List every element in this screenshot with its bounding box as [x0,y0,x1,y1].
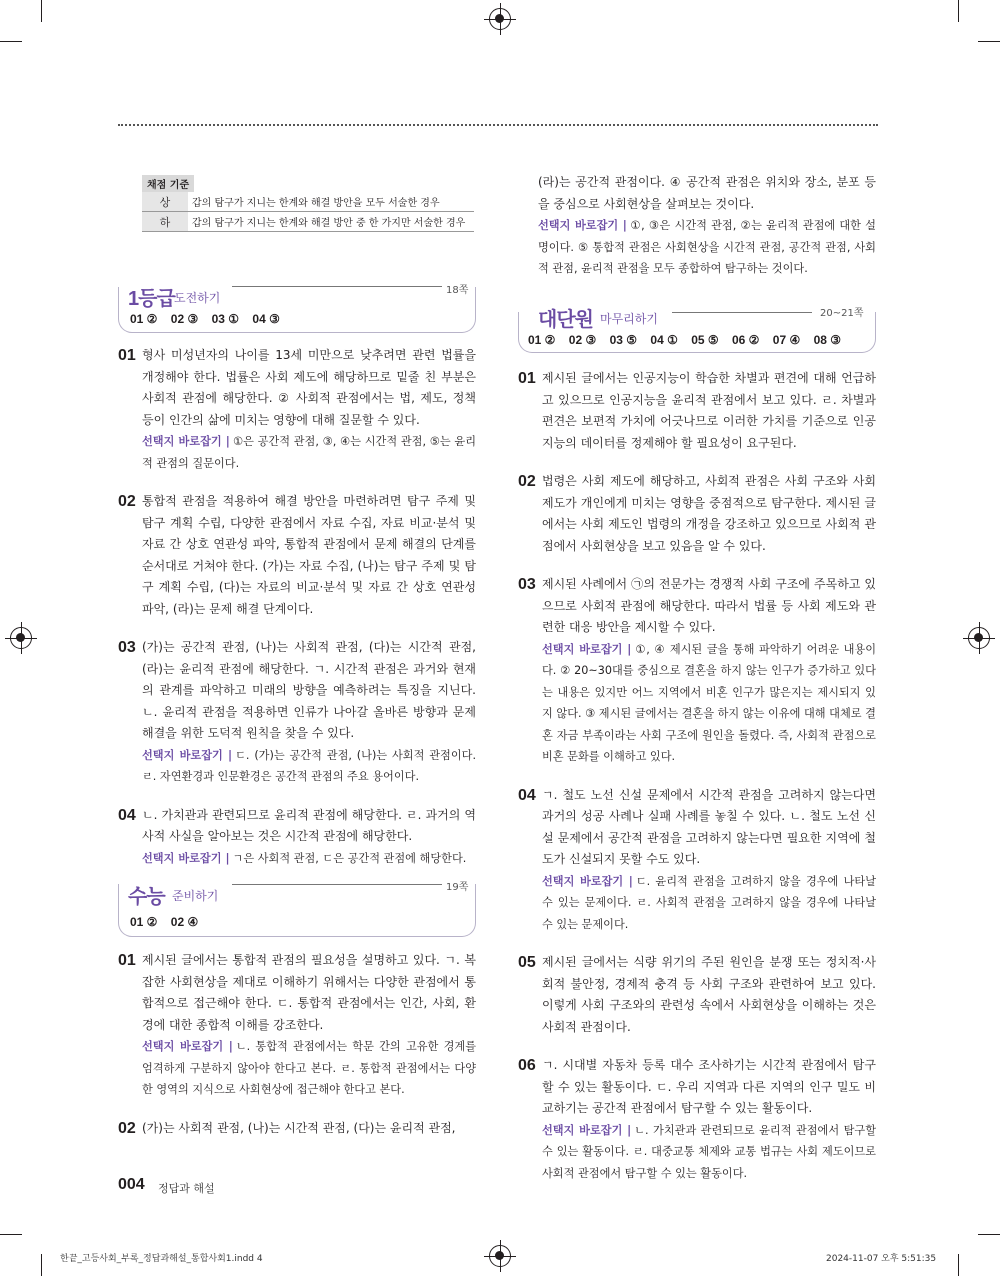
explanation-text: (가)는 사회적 관점, (나)는 시간적 관점, (다)는 윤리적 관점, [142,1120,456,1135]
answer-item: 03 ① [211,312,240,326]
correction-badge: 선택지 바로잡기 | [542,642,632,656]
item-number: 04 [518,786,536,804]
section-subtitle-3: 마무리하기 [600,312,658,326]
page-ref-3: 20~21쪽 [820,308,864,319]
criteria-table [142,192,474,232]
correction-badge: 선택지 바로잡기 | [142,851,230,865]
correction-text: ①, ③은 시간적 관점, ②는 윤리적 관점에 대한 설명이다. ⑤ 통합적 관점은 사회현상을 시간적 관점, 공간적 관점, 사회적 관점, 윤리적 관점을 모두 종합하여 탐구하는 것이다. [538,219,876,275]
right-column-s3 [518,368,876,1201]
item-number: 02 [518,473,536,490]
registration-mark-icon [968,627,990,649]
answer-explanation [118,491,476,620]
answer-row-3 [528,333,851,347]
correction-text: ①, ④ 제시된 글을 통해 파악하기 어려운 내용이다. ② 20~30대를 중심으로 결혼을 하지 않는 인구가 증가하고 있다는 내용은 있지만 어느 지역에서 비혼 인구가 많은지는 제시되지 있지 않다. ③ 제시된 글에서는 결혼을 하지 않는 이유에 대해 대체로 결혼 자금 부족이라는 사회 구조에 원인을 돌렸다. 즉, 사회적 관점으로 비혼 문화를 이해하고 있다. [542,642,876,763]
answer-row-2 [130,915,208,929]
item-number: 04 [118,806,136,824]
answer-item: 08 ③ [813,333,842,347]
crop-mark [0,41,22,42]
answer-item: 01 ② [130,312,158,326]
answer-explanation [118,950,476,1101]
answer-item: 04 ③ [252,312,280,326]
answer-item: 02 ③ [170,312,199,326]
explanation-text: (가)는 공간적 관점, (나)는 사회적 관점, (다)는 시간적 관점, (라)는 윤리적 관점에 해당한다. ㄱ. 시간적 관점은 과거와 현재의 관계를 파악하고 미래의 방향을 예측하려는 특징을 지닌다. ㄴ. 윤리적 관점을 적용하면 인류가 나아갈 올바른 방향과 문제 해결을 위한 도덕적 원칙을 찾을 수 있다. [142,640,476,740]
answer-item: 02 ③ [568,333,597,347]
explanation-text: ㄴ. 가치관과 관련되므로 윤리적 관점에 해당한다. ㄹ. 과거의 역사적 사실을 알아보는 것은 시간적 관점에 해당한다. [142,807,476,843]
correction-badge: 선택지 바로잡기 | [538,219,627,232]
correction-note [142,431,476,474]
explanation-text: 법령은 사회 제도에 해당하고, 사회적 관점은 사회 구조와 사회 제도가 개인에게 미치는 영향을 중점적으로 탐구한다. 제시된 글에서는 사회 제도인 법령의 개정을 강조하고 있으므로 사회적 관점에서 사회현상을 보고 있음을 알 수 있다. [542,474,876,553]
explanation-text: (라)는 공간적 관점이다. ④ 공간적 관점은 위치와 장소, 분포 등을 중심으로 사회현상을 살펴보는 것이다. [538,175,876,211]
correction-badge: 선택지 바로잡기 | [542,1123,632,1137]
left-column-s2 [118,950,476,1156]
explanation-text: ㄱ. 시대별 자동차 등록 대수 조사하기는 시간적 관점에서 탐구할 수 있는 활동이다. ㄷ. 우리 지역과 다른 지역의 인구 밀도 비교하기는 공간적 관점에서 탐구할 수 있는 활동이다. [542,1058,876,1115]
correction-badge: 선택지 바로잡기 | [542,874,633,888]
item-number: 02 [118,1119,136,1137]
header-dotted-rule [118,124,878,126]
crop-mark [978,1234,1000,1235]
answer-explanation [518,368,876,454]
answer-item: 05 ⑤ [691,333,719,347]
section-title-1: 1등급 [128,288,175,310]
section-subtitle-2: 준비하기 [172,889,219,903]
item-number: 02 [118,493,136,510]
answer-explanation [118,345,476,474]
item-number: 01 [118,952,136,969]
slug-date: 2024-11-07 오후 5:51:35 [826,1254,937,1264]
explanation-text: 제시된 글에서는 통합적 관점의 필요성을 설명하고 있다. ㄱ. 복잡한 사회현상을 제대로 이해하기 위해서는 다양한 관점에서 통합적으로 접근해야 한다. ㄷ. 통합적 관점에서는 인간, 사회, 환경에 대한 종합적 이해를 강조한다. [142,953,476,1032]
left-column-s1 [118,345,476,886]
correction-text: ㄷ. (가)는 공간적 관점, (나)는 사회적 관점이다. ㄹ. 자연환경과 인문환경은 공간적 관점의 주요 용어이다. [142,748,477,783]
registration-mark-icon [489,1245,511,1267]
correction-badge: 선택지 바로잡기 | [142,748,233,762]
item-number: 06 [518,1057,536,1074]
answer-item: 02 ④ [170,915,199,929]
answer-item: 06 ② [731,333,760,347]
item-number: 01 [118,347,136,364]
registration-mark-icon [489,8,511,30]
item-number: 01 [518,370,536,387]
item-number: 05 [518,954,536,971]
correction-badge: 선택지 바로잡기 | [142,435,230,448]
criteria-header: 채점 기준 [142,175,194,192]
correction-note [542,639,876,768]
correction-text: ㄴ. 가치관과 관련되므로 윤리적 관점에서 탐구할 수 있는 활동이다. ㄹ. 대중교통 체제와 교통 법규는 사회 제도이므로 사회적 관점에서 탐구할 수 있는 활동이다. [542,1123,877,1180]
explanation-text: 제시된 사례에서 ㉠의 전문가는 경쟁적 사회 구조에 주목하고 있으므로 사회적 관점에 해당한다. 따라서 법률 등 사회 제도와 관련한 대응 방안을 제시할 수 있다. [542,577,876,634]
answer-explanation [118,1118,476,1140]
criteria-row [142,192,474,212]
section-title-3: 대단원 [538,309,593,331]
crop-mark [958,1254,959,1276]
section-title-2: 수능 [128,886,165,908]
answer-explanation [518,785,876,936]
explanation-text: 제시된 글에서는 식량 위기의 주된 원인을 분쟁 또는 정치적·사회적 불안정, 경제적 충격 등 사회 구조와 관련하여 보고 있다. 이렇게 사회 구조와의 관련성 속에서 사회현상을 이해하는 것은 사회적 관점이다. [542,955,876,1034]
criteria-level: 상 [142,192,188,212]
correction-text: ①은 공간적 관점, ③, ④는 시간적 관점, ⑤는 윤리적 관점의 질문이다. [142,435,476,470]
correction-badge: 선택지 바로잡기 | [142,1040,233,1053]
answer-explanation-cont [518,172,876,280]
page-number: 004 [118,1176,145,1193]
section-rule-1 [232,286,442,287]
crop-mark [0,1234,22,1235]
answer-item: 01 ② [130,915,158,929]
section-rule-2 [232,884,442,885]
correction-text: ㄱ은 사회적 관점, ㄷ은 공간적 관점에 해당한다. [232,851,467,865]
correction-note [542,1120,876,1185]
answer-item: 03 ⑤ [609,333,638,347]
right-column-continuation [518,172,876,297]
explanation-text: 제시된 글에서는 인공지능이 학습한 차별과 편견에 대해 언급하고 있으므로 인공지능을 윤리적 관점에서 보고 있다. ㄹ. 차별과 편견은 보편적 가치에 어긋나므로 이러한 가치를 기준으로 인공지능의 데이터를 정제해야 할 필요성이 요구된다. [542,371,876,450]
registration-mark-icon [10,627,32,649]
crop-mark [41,1254,42,1276]
correction-note [142,1036,476,1101]
slug-filename: 한끝_고등사회_부록_정답과해설_통합사회1.indd 4 [60,1254,263,1264]
answer-item: 04 ① [650,333,678,347]
answer-explanation [518,471,876,557]
criteria-row [142,212,474,232]
explanation-text: 형사 미성년자의 나이를 13세 미만으로 낮추려면 관련 법률을 개정해야 한다. 법률은 사회 제도에 해당하므로 밑줄 친 부분은 사회적 관점에 해당한다. ② 사회적 관점에서는 법, 제도, 정책 등이 인간의 삶에 미치는 영향에 대해 질문할 수 있다. [142,348,476,427]
criteria-text: 갑의 탐구가 지니는 한계와 해결 방안을 모두 서술한 경우 [188,192,474,212]
answer-explanation [518,574,876,768]
explanation-text: ㄱ. 철도 노선 신설 문제에서 시간적 관점을 고려하지 않는다면 과거의 성공 사례나 실패 사례를 놓칠 수 있다. ㄴ. 철도 노선 신설 문제에서 공간적 관점을 고려하지 않는다면 필요한 지역에 철도가 신설되지 못할 수도 있다. [542,787,876,866]
correction-note [542,871,876,936]
answer-explanation [118,805,476,870]
correction-note [142,848,476,870]
answer-row-1 [130,312,290,326]
crop-mark [41,0,42,22]
answer-item: 07 ④ [772,333,801,347]
crop-mark [958,0,959,22]
answer-explanation [518,952,876,1038]
section-rule-3 [672,312,812,313]
answer-explanation [118,637,476,788]
page-ref-2: 19쪽 [446,882,469,893]
page-ref-1: 18쪽 [446,285,469,296]
answer-explanation [518,1055,876,1184]
footer-title: 정답과 해설 [158,1182,215,1195]
crop-mark [978,41,1000,42]
criteria-level: 하 [142,212,188,232]
answer-item: 01 ② [528,333,556,347]
correction-note [142,745,476,788]
correction-text: ㄷ. 윤리적 관점을 고려하지 않을 경우에 나타날 수 있는 문제이다. ㄹ. 사회적 관점을 고려하지 않을 경우에 나타날 수 있는 문제이다. [542,874,876,931]
correction-note [538,215,876,280]
correction-text: ㄴ. 통합적 관점에서는 학문 간의 고유한 경계를 엄격하게 구분하지 않아야 한다고 본다. ㄹ. 통합적 관점에서는 다양한 영역의 지식으로 사회현상에 접근해야 한다고 본다. [142,1040,476,1096]
explanation-text: 통합적 관점을 적용하여 해결 방안을 마련하려면 탐구 주제 및 탐구 계획 수립, 다양한 관점에서 자료 수집, 자료 비교·분석 및 자료 간 상호 연관성 파악, 통합적 관점에서 문제 해결의 단계를 순서대로 거쳐야 한다. (가)는 자료 수집, (나)는 탐구 주제 및 탐구 계획 수립, (다)는 자료의 비교·분석 및 자료 간 상호 연관성 파악, (라)는 문제 해결 단계이다. [142,494,476,616]
item-number: 03 [118,639,136,656]
criteria-text: 갑의 탐구가 지니는 한계와 해결 방안 중 한 가지만 서술한 경우 [188,212,474,232]
item-number: 03 [518,576,536,593]
section-subtitle-1: 도전하기 [174,291,221,305]
